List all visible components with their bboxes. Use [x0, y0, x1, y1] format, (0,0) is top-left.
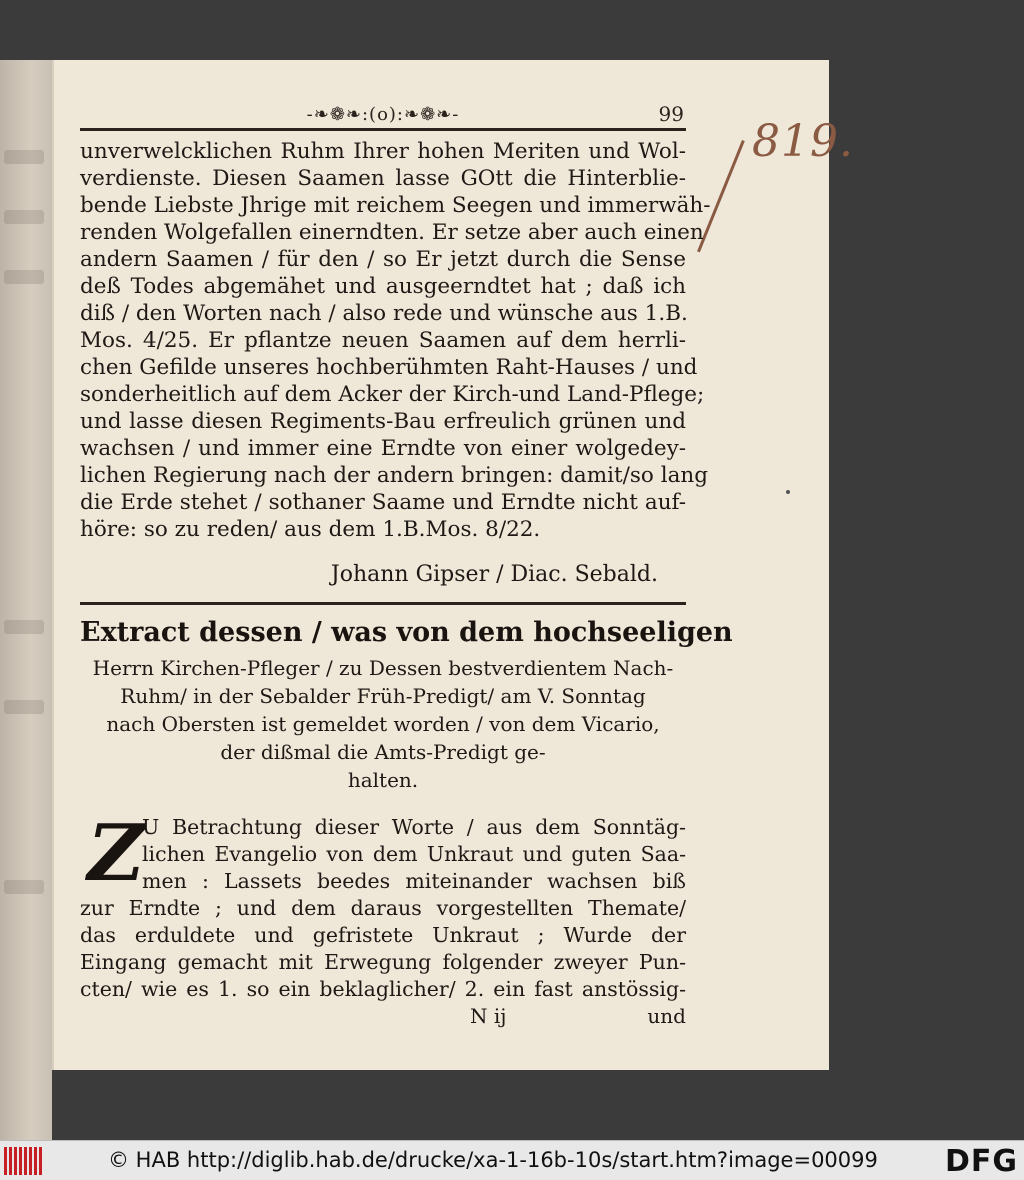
- second-paragraph: [80, 808, 686, 1003]
- text-line: chen Gefilde unseres hochberühmten Raht-Hauses / und: [80, 355, 698, 380]
- ghost-text: [4, 270, 44, 284]
- text-line: die Erde stehet / sothaner Saame und Erndte nicht auf-: [80, 490, 686, 515]
- footer-bar: [0, 1140, 1024, 1180]
- subtitle-line: Herrn Kirchen-Pfleger / zu Dessen bestverdientem Nach-: [92, 656, 674, 680]
- scanned-page: [52, 60, 854, 1070]
- page-footer-line: [80, 1004, 686, 1030]
- body-paragraph: [80, 138, 711, 543]
- handwritten-margin-note: 819.: [752, 116, 854, 167]
- text-line: und lasse diesen Regiments-Bau erfreulich grünen und: [80, 409, 686, 434]
- source-credit: © HAB http://diglib.hab.de/drucke/xa-1-16b-10s/start.htm?image=00099: [108, 1148, 878, 1172]
- ghost-text: [4, 150, 44, 164]
- subtitle-line: halten.: [347, 768, 419, 792]
- text-line: unverwelcklichen Ruhm Ihrer hohen Meriten und Wol-: [80, 139, 686, 164]
- dfg-logo: DFG: [944, 1144, 1018, 1179]
- text-line: sonderheitlich auf dem Acker der Kirch-und Land-Pflege;: [80, 382, 705, 407]
- decorated-initial: Z: [87, 808, 145, 899]
- signature: Johann Gipser / Diac. Sebald.: [330, 562, 658, 587]
- text-line: wachsen / und immer eine Erndte von einer wolgedey-: [80, 436, 686, 461]
- header-ornament: -❧❁❧:(o):❧❁❧-: [306, 104, 460, 125]
- text-line: verdienste. Diesen Saamen lasse GOtt die Hinterblie-: [80, 166, 686, 191]
- text-line: deß Todes abgemähet und ausgeerndtet hat ; daß ich: [80, 274, 686, 299]
- previous-page-edge: [0, 60, 52, 1140]
- text-line: das erduldete und gefristete Unkraut ; Wurde der: [80, 923, 686, 947]
- section-title: Extract dessen / was von dem hochseeligen: [80, 617, 733, 648]
- page-header: [80, 102, 686, 128]
- text-line: Mos. 4/25. Er pflantze neuen Saamen auf dem herrli-: [80, 328, 686, 353]
- signature-mark: N ij: [470, 1004, 507, 1028]
- section-subtitle: [80, 654, 686, 794]
- text-line: renden Wolgefallen einerndten. Er setze aber auch einen: [80, 220, 704, 245]
- page-number: 99: [658, 102, 684, 126]
- text-line: Eingang gemacht mit Erwegung folgender zweyer Pun-: [80, 950, 686, 974]
- text-line: men : Lassets beedes miteinander wachsen biß: [142, 869, 686, 893]
- subtitle-line: nach Obersten ist gemeldet worden / von dem Vicario,: [106, 712, 660, 736]
- ghost-text: [4, 700, 44, 714]
- text-line: bende Liebste Jhrige mit reichem Seegen und immerwäh-: [80, 193, 711, 218]
- text-line: U Betrachtung dieser Worte / aus dem Sonntäg-: [142, 815, 686, 839]
- paper-speck: [786, 490, 790, 494]
- text-line: cten/ wie es 1. so ein beklaglicher/ 2. ein fast anstössig-: [80, 977, 686, 1001]
- ghost-text: [4, 880, 44, 894]
- catchword: und: [647, 1004, 686, 1028]
- text-line: zur Erndte ; und dem daraus vorgestellten Themate/: [80, 896, 686, 920]
- ghost-text: [4, 620, 44, 634]
- header-rule: [80, 128, 686, 131]
- section-rule: [80, 602, 686, 605]
- text-line: lichen Regierung nach der andern bringen: damit/so lang: [80, 463, 709, 488]
- text-line: andern Saamen / für den / so Er jetzt durch die Sense: [80, 247, 686, 272]
- subtitle-line: der dißmal die Amts-Predigt ge-: [220, 740, 546, 764]
- ghost-text: [4, 210, 44, 224]
- text-line: diß / den Worten nach / also rede und wünsche aus 1.B.: [80, 301, 688, 326]
- subtitle-line: Ruhm/ in der Sebalder Früh-Predigt/ am V. Sonntag: [120, 684, 646, 708]
- text-line: lichen Evangelio von dem Unkraut und guten Saa-: [142, 842, 686, 866]
- hab-logo-icon: [4, 1147, 48, 1175]
- text-line: höre: so zu reden/ aus dem 1.B.Mos. 8/22.: [80, 517, 541, 542]
